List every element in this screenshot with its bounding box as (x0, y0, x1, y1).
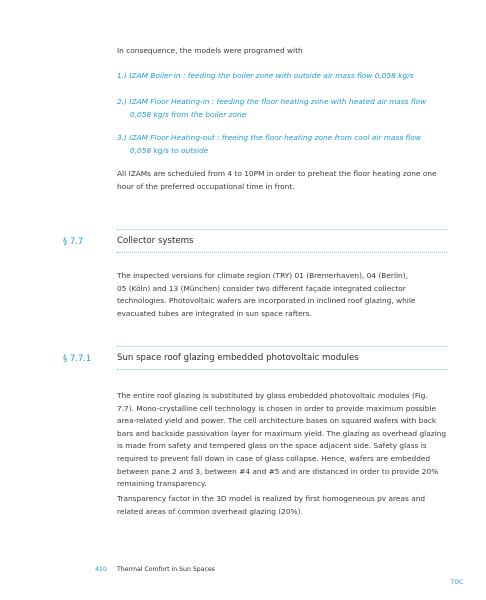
body-line: Transparency factor in the 3D model is realized by first homogeneous pv areas and (117, 494, 426, 503)
izam-item-1-line1: 1.) IZAM Boiler-in : feeding the boiler zone with outside air mass flow 0,058 kg/s (117, 71, 414, 80)
izam-item-2-line2: 0,058 kg/s from the boiler zone (130, 109, 247, 119)
body-line: evacuated tubes are integrated in sun space rafters. (117, 308, 312, 318)
body-line: is made from safety and tempered glass on the space adjacent side. Safety glass is (117, 441, 427, 451)
section-77-body (117, 270, 447, 320)
izam-item-2-line1: 2.) IZAM Floor Heating-in : feeding the floor heating zone with heated air mass flow (117, 97, 427, 106)
izam-item-1 (117, 70, 447, 83)
subsection-number: § 7.7.1 (63, 353, 92, 363)
body-line: 05 (Köln) and 13 (München) consider two different façade integrated collector (117, 283, 406, 293)
body-line: bars and backside passivation layer for maximum yield. The glazing as overhead glazing (117, 428, 447, 438)
section-divider-top (117, 229, 447, 230)
toc-link[interactable]: TOC (451, 580, 464, 586)
body-line: required to prevent fall down in case of glass collapse. Hence, wafers are embedded (117, 453, 431, 463)
section-771-body (117, 390, 447, 491)
izam-item-3-line1: 3.) IZAM Floor Heating-out : freeing the floor heating zone from cool air mass flow (117, 133, 421, 142)
body-line: The inspected versions for climate region (TRY) 01 (Bremerhaven), 04 (Berlin), (117, 271, 408, 280)
body-line: The entire roof glazing is substituted by glass embedded photovoltaic modules (Fig. (117, 391, 428, 400)
section-771-body2 (117, 493, 447, 518)
body-line: 7.7). Mono-crystalline cell technology is chosen in order to provide maximum possible (117, 403, 437, 413)
section-divider-bottom (117, 252, 447, 253)
izam-item-3-line2: 0,058 kg/s to outside (130, 145, 209, 155)
body-line: related areas of common overhead glazing (20%). (117, 506, 303, 516)
subsection-divider-bottom (117, 369, 447, 370)
body-line: between pane 2 and 3, between #4 and #5 and are distanced in order to provide 20% (117, 466, 439, 476)
izam-item-3 (117, 132, 447, 157)
subsection-title: Sun space roof glazing embedded photovoltaic modules (117, 353, 359, 363)
body-line: remaining transparency. (117, 479, 207, 489)
page-number: 410 (95, 566, 107, 573)
intro-text: In consequence, the models were programed with (117, 46, 303, 55)
body-line: area-related yield and power. The cell architecture bases on squared wafers with back (117, 416, 437, 426)
izam-item-2 (117, 96, 447, 121)
running-footer-title: Thermal Comfort in Sun Spaces (117, 566, 215, 573)
schedule-line: hour of the preferred occupational time in front. (117, 181, 295, 191)
schedule-paragraph (117, 168, 447, 193)
schedule-line: All IZAMs are scheduled from 4 to 10PM in order to preheat the floor heating zone one (117, 169, 437, 178)
body-line: technologies. Photovoltaic wafers are incorporated in inclined roof glazing, while (117, 296, 416, 306)
section-title: Collector systems (117, 236, 194, 246)
subsection-divider-top (117, 346, 447, 347)
section-number: § 7.7 (63, 236, 84, 246)
